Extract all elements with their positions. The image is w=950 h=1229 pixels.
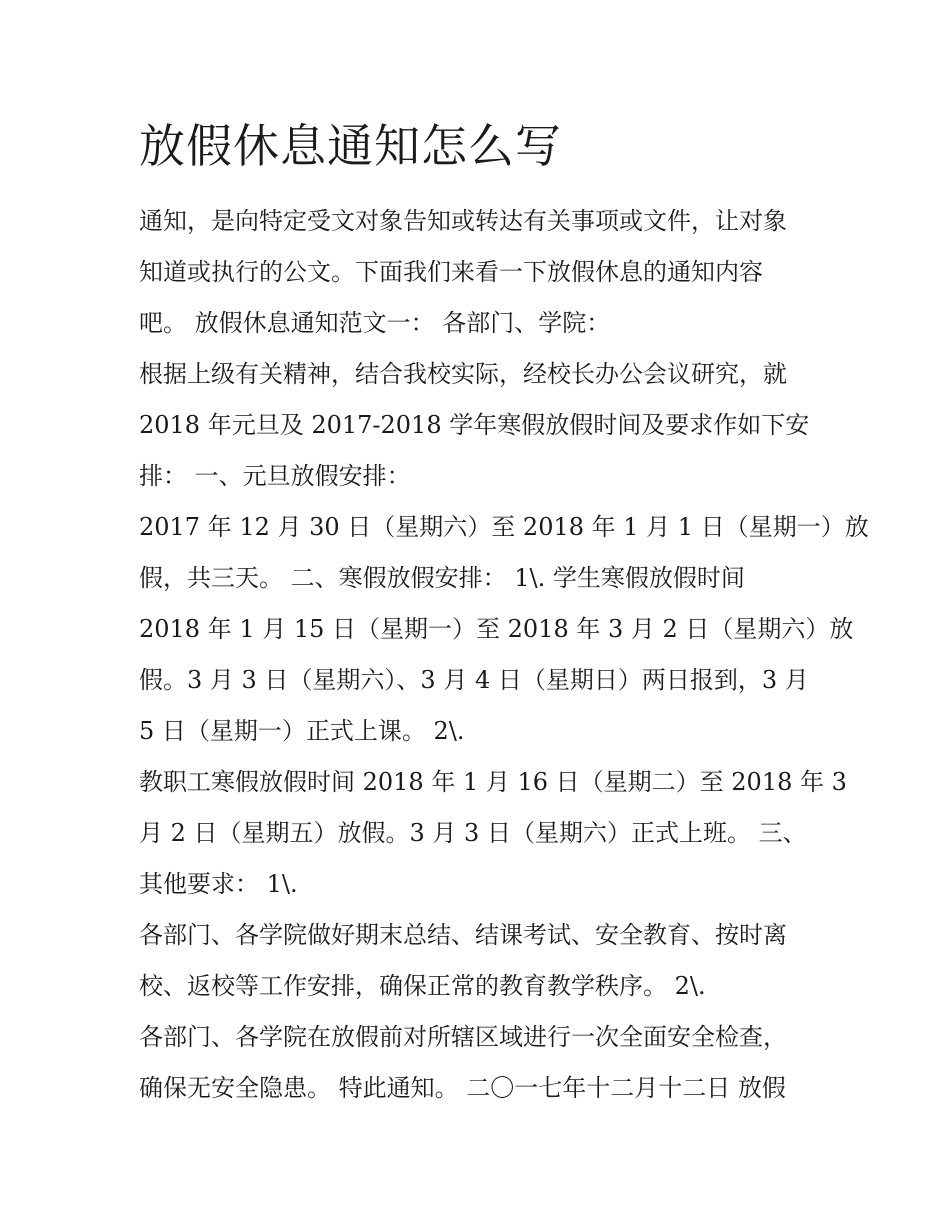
body-line: 2018 年 1 月 15 日（星期一）至 2018 年 3 月 2 日（星期六）放 xyxy=(139,615,854,643)
body-line: 知道或执行的公文。下面我们来看一下放假休息的通知内容 xyxy=(139,258,763,286)
document-title: 放假休息通知怎么写 xyxy=(139,119,562,173)
body-line: 吧。 放假休息通知范文一： 各部门、学院： xyxy=(139,309,611,337)
body-line: 校、返校等工作安排，确保正常的教育教学秩序。 2\. xyxy=(139,972,706,1000)
body-line: 假。3 月 3 日（星期六）、3 月 4 日（星期日）两日报到，3 月 xyxy=(139,666,809,694)
body-line: 排： 一、元旦放假安排： xyxy=(139,462,411,490)
body-line: 各部门、各学院在放假前对所辖区域进行一次全面安全检查， xyxy=(139,1023,787,1051)
body-line: 通知，是向特定受文对象告知或转达有关事项或文件，让对象 xyxy=(139,207,787,235)
body-line: 根据上级有关精神，结合我校实际，经校长办公会议研究，就 xyxy=(139,360,787,388)
body-line: 2018 年元旦及 2017-2018 学年寒假放假时间及要求作如下安 xyxy=(139,411,810,439)
body-line: 其他要求： 1\. xyxy=(139,870,298,898)
body-line: 2017 年 12 月 30 日（星期六）至 2018 年 1 月 1 日（星期一）放 xyxy=(139,513,869,541)
body-line: 确保无安全隐患。 特此通知。 二〇一七年十二月十二日 放假 xyxy=(139,1074,786,1102)
body-line: 月 2 日（星期五）放假。3 月 3 日（星期六）正式上班。 三、 xyxy=(139,819,807,847)
body-line: 各部门、各学院做好期末总结、结课考试、安全教育、按时离 xyxy=(139,921,787,949)
body-line: 教职工寒假放假时间 2018 年 1 月 16 日（星期二）至 2018 年 3 xyxy=(139,768,847,796)
body-line: 5 日（星期一）正式上课。 2\. xyxy=(139,717,465,745)
document-body xyxy=(139,196,869,1114)
body-line: 假，共三天。 二、寒假放假安排： 1\. 学生寒假放假时间 xyxy=(139,564,745,592)
